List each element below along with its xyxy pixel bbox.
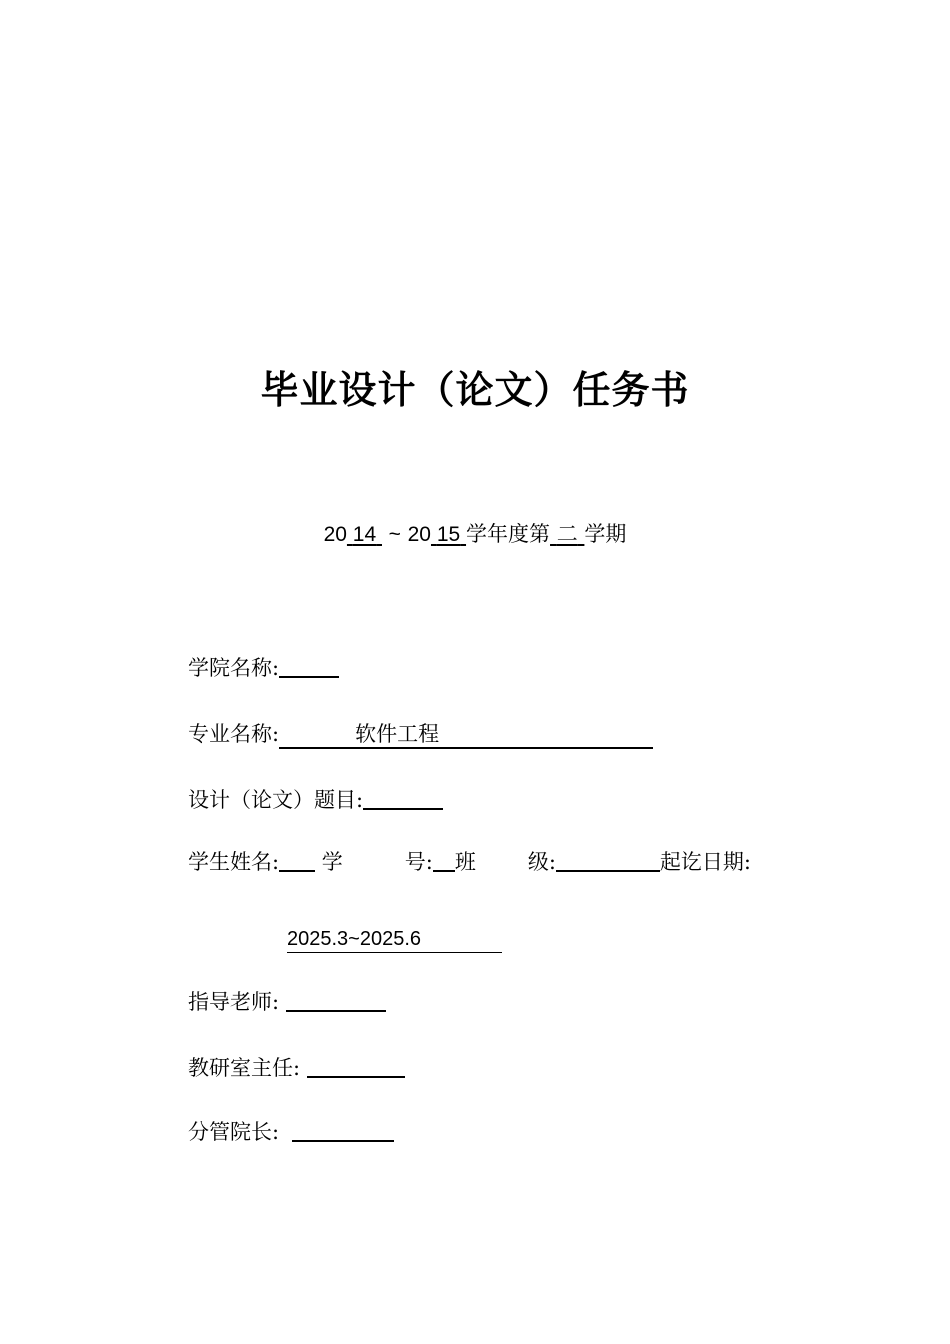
college-label: 学院名称: bbox=[188, 656, 280, 680]
dates-input[interactable]: 2025.3~2025.6 bbox=[287, 926, 502, 953]
college-input[interactable] bbox=[279, 654, 339, 678]
term-year1: 14 bbox=[352, 523, 377, 546]
topic-label: 设计（论文）题目: bbox=[188, 788, 364, 812]
advisor-label: 指导老师: bbox=[188, 990, 280, 1014]
major-label: 专业名称: bbox=[188, 722, 280, 746]
major-input[interactable] bbox=[279, 721, 653, 749]
topic-input[interactable] bbox=[363, 786, 443, 810]
term-label-semester: 学期 bbox=[584, 522, 627, 546]
topic-field bbox=[188, 784, 443, 816]
student-name-input[interactable] bbox=[279, 848, 315, 872]
academic-term-line bbox=[0, 518, 950, 551]
term-separator: ~ bbox=[388, 523, 401, 546]
page-title: 毕业设计（论文）任务书 bbox=[260, 368, 690, 412]
student-id-input[interactable] bbox=[433, 848, 455, 872]
term-year2: 15 bbox=[436, 523, 461, 546]
dean-field bbox=[188, 1116, 394, 1148]
term-label-year: 学年度第 bbox=[466, 522, 551, 546]
class-label-a: 班 bbox=[454, 850, 476, 874]
dept-head-field bbox=[188, 1052, 405, 1084]
dept-head-input[interactable] bbox=[307, 1054, 405, 1078]
term-year1-prefix: 20 bbox=[323, 523, 347, 546]
dates-label: 起讫日期: bbox=[659, 850, 751, 874]
dept-head-label: 教研室主任: bbox=[188, 1056, 301, 1080]
student-name-label: 学生姓名: bbox=[188, 850, 280, 874]
college-field bbox=[188, 652, 339, 684]
dates-field bbox=[287, 924, 502, 954]
student-id-label-a: 学 bbox=[321, 850, 343, 874]
major-value: 软件工程 bbox=[355, 722, 440, 746]
advisor-field bbox=[188, 986, 386, 1018]
term-year2-prefix: 20 bbox=[407, 523, 431, 546]
class-input[interactable] bbox=[556, 848, 660, 872]
dean-label: 分管院长: bbox=[188, 1120, 280, 1144]
class-label-b: 级: bbox=[527, 850, 556, 874]
term-semester: 二 bbox=[556, 522, 578, 546]
major-field bbox=[188, 718, 653, 750]
student-info-row bbox=[188, 846, 751, 878]
student-id-label-b: 号: bbox=[404, 850, 433, 874]
advisor-input[interactable] bbox=[286, 988, 386, 1012]
dean-input[interactable] bbox=[292, 1118, 394, 1142]
